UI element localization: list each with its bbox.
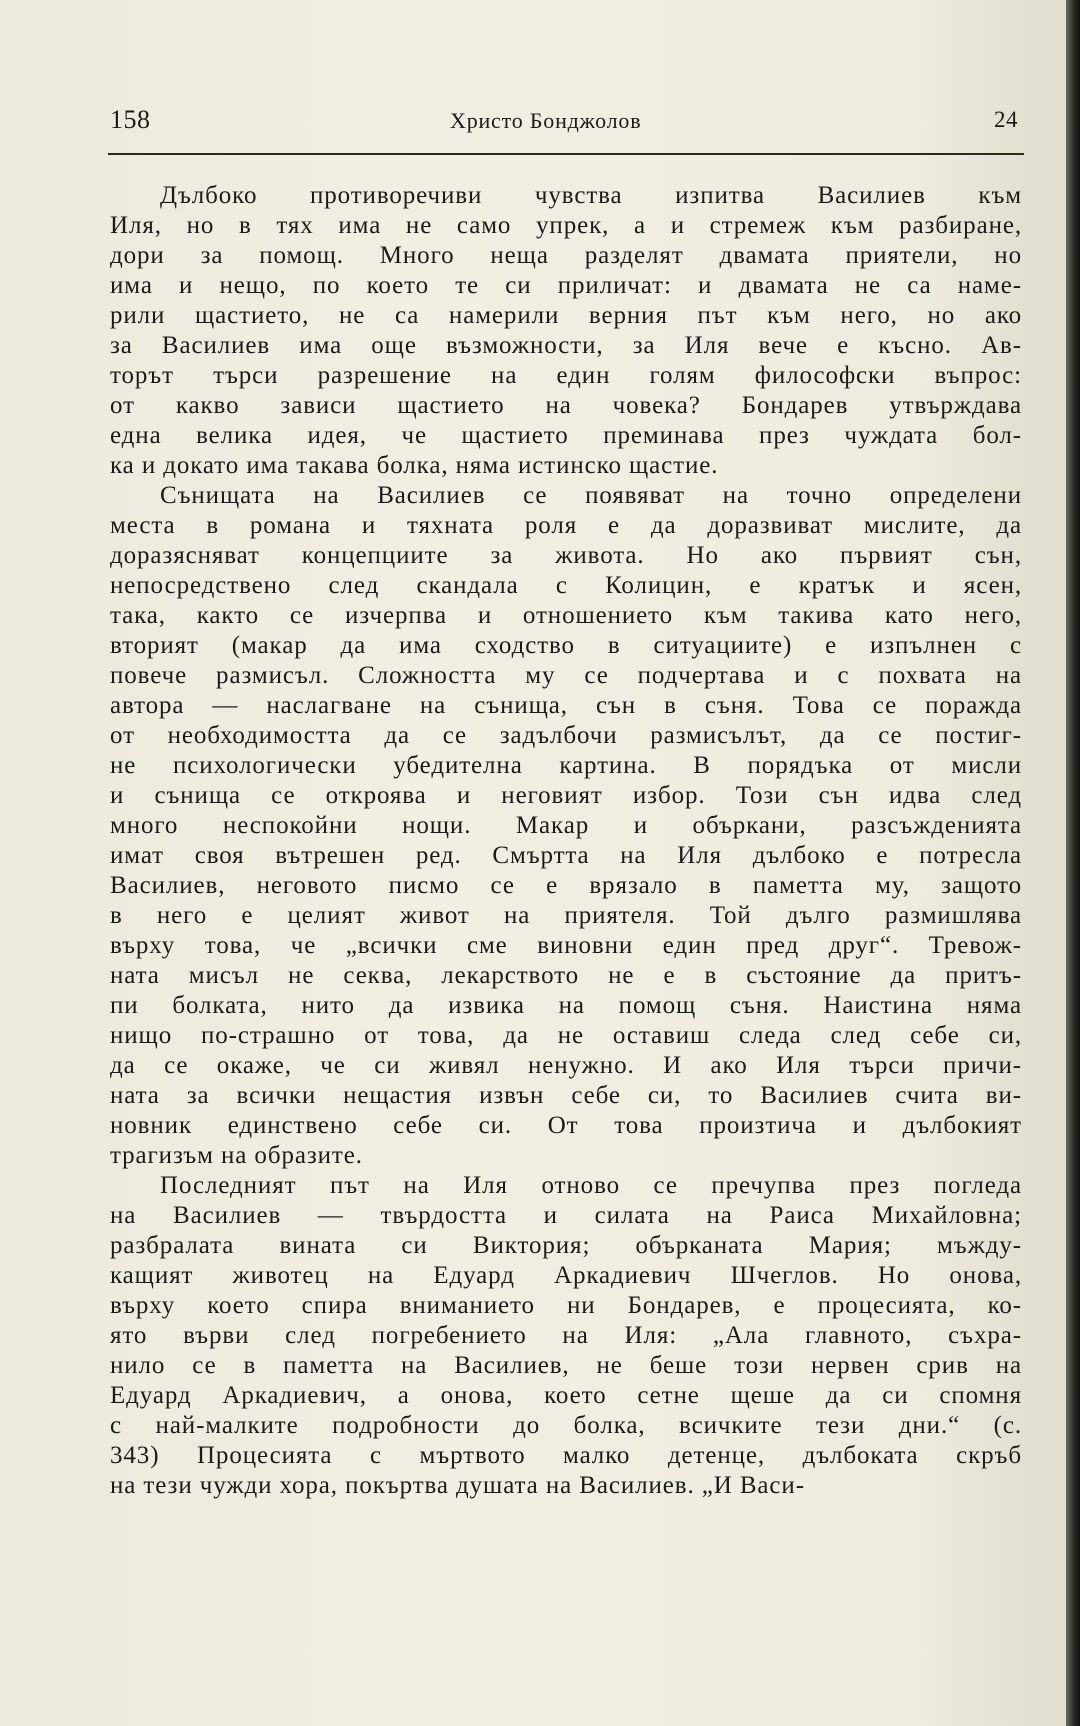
text-line: разбралата вината си Виктория; обърканата Мария; мъжду- [110, 1232, 1022, 1259]
text-line: върху това, че „всички сме виновни един пред друг“. Тревож- [110, 932, 1022, 959]
text-line: да се окаже, че си живял ненужно. И ако Иля търси причи- [110, 1052, 1022, 1079]
text-line: върху което спира вниманието ни Бондарев, е процесията, ко- [110, 1292, 1022, 1319]
text-line: в него е целият живот на приятеля. Той дълго размишлява [110, 902, 1022, 929]
text-line: доразясняват концепциите за живота. Но ако първият сън, [110, 542, 1022, 569]
text-line: непосредствено след скандала с Колицин, е кратък и ясен, [110, 572, 1022, 599]
book-spine-edge [1066, 0, 1080, 1726]
text-line: Василиев, неговото писмо се е врязало в паметта му, защото [110, 872, 1022, 899]
text-line: дори за помощ. Много неща разделят двамата приятели, но [110, 242, 1022, 269]
text-line: с най-малките подробности до болка, всичките тези дни.“ (с. [110, 1412, 1022, 1439]
text-line: ято върви след погребението на Иля: „Ала главното, съхра- [110, 1322, 1022, 1349]
paragraph [110, 481, 1022, 1171]
page-header [110, 105, 1022, 145]
text-line: на Василиев — твърдостта и силата на Раиса Михайловна; [110, 1202, 1022, 1229]
text-line: новник единствено себе си. От това произтича и дълбокият [110, 1112, 1022, 1139]
text-line: и сънища се откроява и неговият избор. Този сън идва след [110, 782, 1022, 809]
text-line: трагизъм на образите. [110, 1142, 363, 1169]
text-line: ната мисъл не секва, лекарството не е в състояние да притъ- [110, 962, 1022, 989]
paragraph [110, 1171, 1022, 1501]
text-line: на тези чужди хора, покъртва душата на Василиев. „И Васи- [110, 1472, 805, 1499]
text-line: нило се в паметта на Василиев, не беше този нервен срив на [110, 1352, 1022, 1379]
text-line: Последният път на Иля отново се пречупва през погледа [160, 1172, 1022, 1199]
text-line: кащият животец на Едуард Аркадиевич Шчеглов. Но онова, [110, 1262, 1022, 1289]
header-rule [108, 153, 1024, 155]
text-line: торът търси разрешение на един голям философски въпрос: [110, 362, 1022, 389]
text-line: имат своя вътрешен ред. Смъртта на Иля дълбоко е потресла [110, 842, 1022, 869]
text-line: вторият (макар да има сходство в ситуациите) е изпълнен с [110, 632, 1022, 659]
text-line: рили щастието, не са намерили верния път към него, но ако [110, 302, 1022, 329]
text-line: нищо по-страшно от това, да не оставиш следа след себе си, [110, 1022, 1022, 1049]
text-line: така, както се изчерпва и отношението към такива като него, [110, 602, 1022, 629]
text-line: места в романа и тяхната роля е да доразвиват мислите, да [110, 512, 1022, 539]
running-title: Христо Бонджолов [450, 108, 642, 133]
text-line: от необходимостта да се задълбочи размисълът, да се постиг- [110, 722, 1022, 749]
text-line: Дълбоко противоречиви чувства изпитва Василиев към [160, 182, 1022, 209]
text-line: за Василиев има още възможности, за Иля вече е късно. Ав- [110, 332, 1022, 359]
page-number: 158 [110, 105, 151, 134]
text-line: една велика идея, че щастието преминава през чуждата бол- [110, 422, 1022, 449]
signature-mark: 24 [994, 107, 1018, 132]
text-line: повече размисъл. Сложността му се подчертава и с похвата на [110, 662, 1022, 689]
text-line: не психологически убедителна картина. В порядъка от мисли [110, 752, 1022, 779]
text-line: Иля, но в тях има не само упрек, а и стремеж към разбиране, [110, 212, 1022, 239]
text-line: има и нещо, по което те си приличат: и двамата не са наме- [110, 272, 1022, 299]
text-line: Едуард Аркадиевич, а онова, което сетне щеше да си спомня [110, 1382, 1022, 1409]
text-line: ната за всички нещастия извън себе си, то Василиев счита ви- [110, 1082, 1022, 1109]
text-line: много неспокойни нощи. Макар и объркани, разсъжденията [110, 812, 1022, 839]
text-line: пи болката, нито да извика на помощ съня. Наистина няма [110, 992, 1022, 1019]
text-line: от какво зависи щастието на човека? Бондарев утвърждава [110, 392, 1022, 419]
text-line: Сънищата на Василиев се появяват на точно определени [160, 482, 1022, 509]
body-text [110, 181, 1022, 1501]
text-line: ка и докато има такава болка, няма истинско щастие. [110, 452, 719, 479]
text-line: автора — наслагване на сънища, сън в съня. Това се поражда [110, 692, 1022, 719]
text-line: 343) Процесията с мъртвото малко детенце, дълбоката скръб [110, 1442, 1022, 1469]
paragraph [110, 181, 1022, 481]
